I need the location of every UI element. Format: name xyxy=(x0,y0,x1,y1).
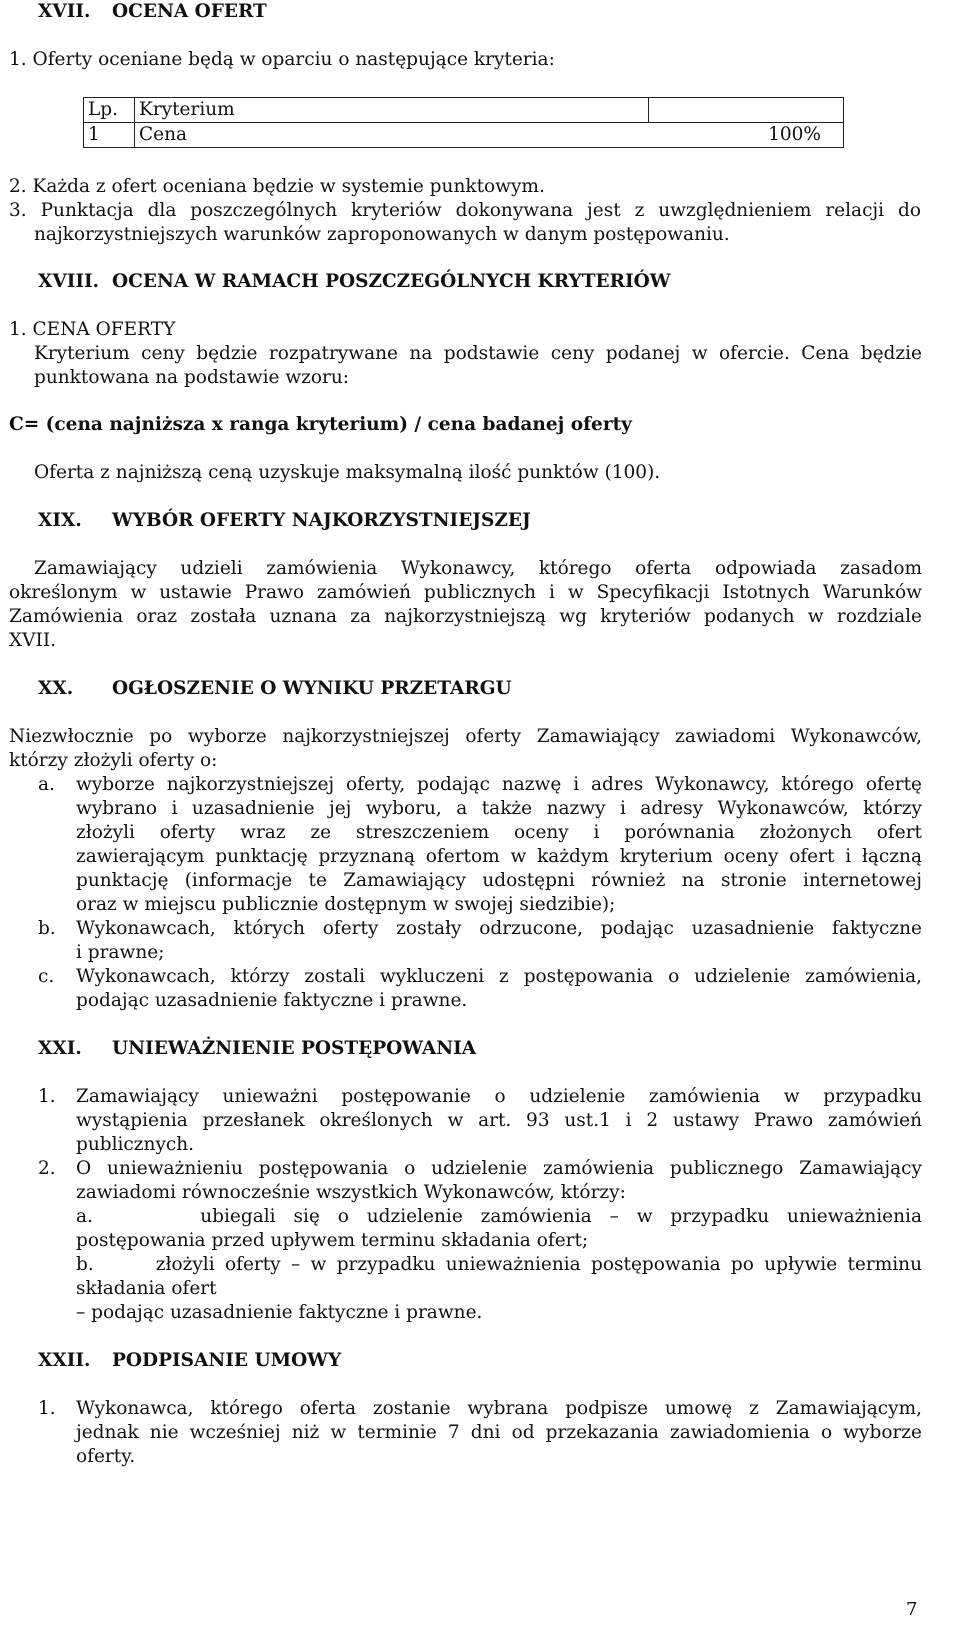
table-header-cell: Lp. xyxy=(84,98,135,123)
paragraph-line: Zamawiający udzieli zamówienia Wykonawcy, którego oferta odpowiada zasadom xyxy=(34,558,922,579)
section-17-heading xyxy=(38,0,267,24)
list-item-line: b. złożyli oferty – w przypadku unieważnienia postępowania po upływie terminu xyxy=(76,1254,922,1275)
paragraph: 1. Oferty oceniane będą w oparciu o następujące kryteria: xyxy=(9,49,555,70)
list-item-line: Wykonawcach, których oferty zostały odrzucone, podając uzasadnienie faktyczne xyxy=(76,918,922,939)
section-number: XVIII. xyxy=(38,271,100,292)
formula: C= (cena najniższa x ranga kryterium) / cena badanej oferty xyxy=(9,414,632,435)
section-number: XXI. xyxy=(38,1038,82,1059)
section-title: OCENA OFERT xyxy=(112,1,267,22)
criteria-table xyxy=(83,97,844,148)
list-label: 2. xyxy=(38,1158,56,1179)
list-item-line: a. ubiegali się o udzielenie zamówienia – w przypadku unieważnienia xyxy=(76,1206,922,1227)
paragraph-line: którzy złożyli oferty o: xyxy=(9,750,218,771)
paragraph-line: najkorzystniejszych warunków zaproponowanych w danym postępowaniu. xyxy=(34,224,730,245)
list-item-line: wybrano i uzasadnienie jej wyboru, a także nazwy i adresy Wykonawców, którzy xyxy=(76,798,922,819)
list-item-line: zawierającym punktację przyznaną ofertom w każdym kryterium oceny ofert i łączną xyxy=(76,846,922,867)
list-item-line: Wykonawcach, którzy zostali wykluczeni z postępowania o udzielenie zamówienia, xyxy=(76,966,922,987)
section-number: XXII. xyxy=(38,1350,91,1371)
list-item-line: O unieważnieniu postępowania o udzielenie zamówienia publicznego Zamawiający xyxy=(76,1158,922,1179)
section-number: XIX. xyxy=(38,510,82,531)
paragraph-line: Kryterium ceny będzie rozpatrywane na podstawie ceny podanej w ofercie. Cena będzie xyxy=(34,343,922,364)
list-item-line: podając uzasadnienie faktyczne i prawne. xyxy=(76,990,468,1011)
table-cell: 1 xyxy=(84,123,135,148)
list-label: 1. xyxy=(38,1398,56,1419)
list-label: a. xyxy=(38,774,55,795)
paragraph-line: Zamówienia oraz została uznana za najkorzystniejszą wg kryteriów podanych w rozdziale xyxy=(9,606,922,627)
paragraph: Oferta z najniższą ceną uzyskuje maksymalną ilość punktów (100). xyxy=(34,462,661,483)
section-title: WYBÓR OFERTY NAJKORZYSTNIEJSZEJ xyxy=(112,510,531,531)
list-item-line: punktację (informacje te Zamawiający udostępni również na stronie internetowej xyxy=(76,870,922,891)
section-number: XX. xyxy=(38,678,74,699)
list-item-line: wyborze najkorzystniejszej oferty, podając nazwę i adres Wykonawcy, którego ofertę xyxy=(76,774,922,795)
section-19-heading xyxy=(38,509,531,533)
table-header-cell: Kryterium xyxy=(135,98,649,123)
table-row xyxy=(84,123,844,148)
list-item-line: oferty. xyxy=(76,1446,136,1467)
list-item-line: i prawne; xyxy=(76,942,165,963)
list-item-line: wystąpienia przesłanek określonych w art. 93 ust.1 i 2 ustawy Prawo zamówień xyxy=(76,1110,922,1131)
paragraph-line: Niezwłocznie po wyborze najkorzystniejszej oferty Zamawiający zawiadomi Wykonawców, xyxy=(9,726,922,747)
page-number: 7 xyxy=(906,1599,918,1620)
section-20-heading xyxy=(38,677,512,701)
subheading: 1. CENA OFERTY xyxy=(9,319,176,340)
paragraph-line: 3. Punktacja dla poszczególnych kryteriów dokonywana jest z uwzględnieniem relacji do xyxy=(9,200,921,221)
list-item-line: postępowania przed upływem terminu składania ofert; xyxy=(76,1230,589,1251)
paragraph-line: XVII. xyxy=(9,630,57,651)
section-title: UNIEWAŻNIENIE POSTĘPOWANIA xyxy=(112,1038,477,1059)
list-item-line: składania ofert xyxy=(76,1278,217,1299)
section-number: XVII. xyxy=(38,1,91,22)
section-22-heading xyxy=(38,1349,341,1373)
list-label: 1. xyxy=(38,1086,56,1107)
list-label: c. xyxy=(38,966,55,987)
list-item-line: zawiadomi równocześnie wszystkich Wykonawców, którzy: xyxy=(76,1182,626,1203)
section-18-heading xyxy=(38,270,671,294)
list-item-line: Zamawiający unieważni postępowanie o udzielenie zamówienia w przypadku xyxy=(76,1086,922,1107)
paragraph: 2. Każda z ofert oceniana będzie w systemie punktowym. xyxy=(9,176,545,197)
list-item-line: oraz w miejscu publicznie dostępnym w swojej siedzibie); xyxy=(76,894,616,915)
list-label: b. xyxy=(38,918,56,939)
table-cell: 100% xyxy=(649,123,844,148)
section-21-heading xyxy=(38,1037,476,1061)
paragraph-line: punktowana na podstawie wzoru: xyxy=(34,367,350,388)
section-title: OGŁOSZENIE O WYNIKU PRZETARGU xyxy=(112,678,512,699)
table-header-row xyxy=(84,98,844,123)
paragraph-line: określonym w ustawie Prawo zamówień publicznych i w Specyfikacji Istotnych Warunków xyxy=(9,582,922,603)
table-cell: Cena xyxy=(135,123,649,148)
list-item-line: złożyli oferty wraz ze streszczeniem oceny i porównania złożonych ofert xyxy=(76,822,922,843)
list-item-line: Wykonawca, którego oferta zostanie wybrana podpisze umowę z Zamawiającym, xyxy=(76,1398,922,1419)
section-title: OCENA W RAMACH POSZCZEGÓLNYCH KRYTERIÓW xyxy=(112,271,671,292)
section-title: PODPISANIE UMOWY xyxy=(112,1350,342,1371)
list-item-line: – podając uzasadnienie faktyczne i prawne. xyxy=(76,1302,483,1323)
list-item-line: publicznych. xyxy=(76,1134,195,1155)
list-item-line: jednak nie wcześniej niż w terminie 7 dni od przekazania zawiadomienia o wyborze xyxy=(76,1422,922,1443)
table-header-cell xyxy=(649,98,844,123)
